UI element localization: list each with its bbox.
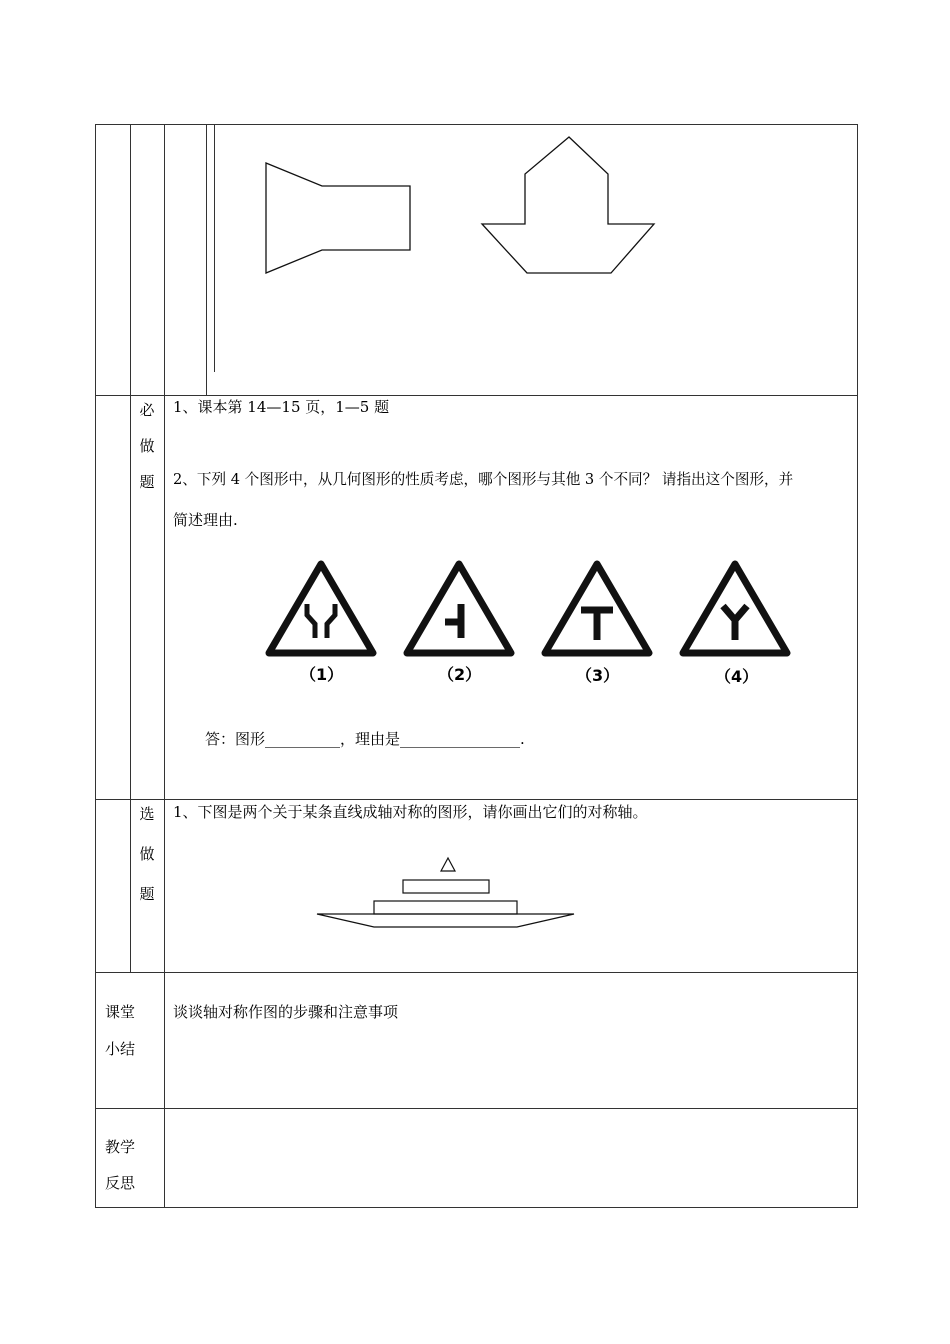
- reflection-label-line-1: 教学: [105, 1138, 136, 1156]
- required-label-char-3: 题: [139, 473, 155, 491]
- row-divider-4: [95, 1108, 858, 1109]
- sign-label-1: （1）: [300, 665, 344, 684]
- table-border-bottom: [95, 1207, 858, 1208]
- required-question-1: 1、课本第 14—15 页，1—5 题: [173, 398, 390, 416]
- sign-label-2: （2）: [438, 665, 482, 684]
- required-label-char-2: 做: [139, 437, 155, 455]
- reflection-label-line-2: 反思: [105, 1174, 136, 1192]
- optional-label-char-1: 选: [139, 805, 155, 823]
- optional-question-1: 1、下图是两个关于某条直线成轴对称的图形，请你画出它们的对称轴。: [173, 803, 648, 821]
- required-question-2-line-1: 2、下列 4 个图形中，从几何图形的性质考虑，哪个图形与其他 3 个不同？ 请指出这个图形，并: [173, 471, 794, 488]
- optional-label-char-2: 做: [139, 845, 155, 863]
- summary-label-line-1: 课堂: [105, 1003, 136, 1021]
- sign-label-4: （4）: [715, 667, 759, 686]
- reflection-content[interactable]: [166, 1110, 856, 1206]
- answer-line: 答：图形__________，理由是________________.: [205, 730, 525, 748]
- sign-label-3: （3）: [576, 666, 620, 685]
- summary-content: 谈谈轴对称作图的步骤和注意事项: [173, 1003, 399, 1021]
- required-question-2-line-2: 简述理由.: [173, 511, 238, 529]
- optional-label-char-3: 题: [139, 885, 155, 903]
- required-label-char-1: 必: [139, 401, 155, 419]
- summary-label-line-2: 小结: [105, 1040, 136, 1058]
